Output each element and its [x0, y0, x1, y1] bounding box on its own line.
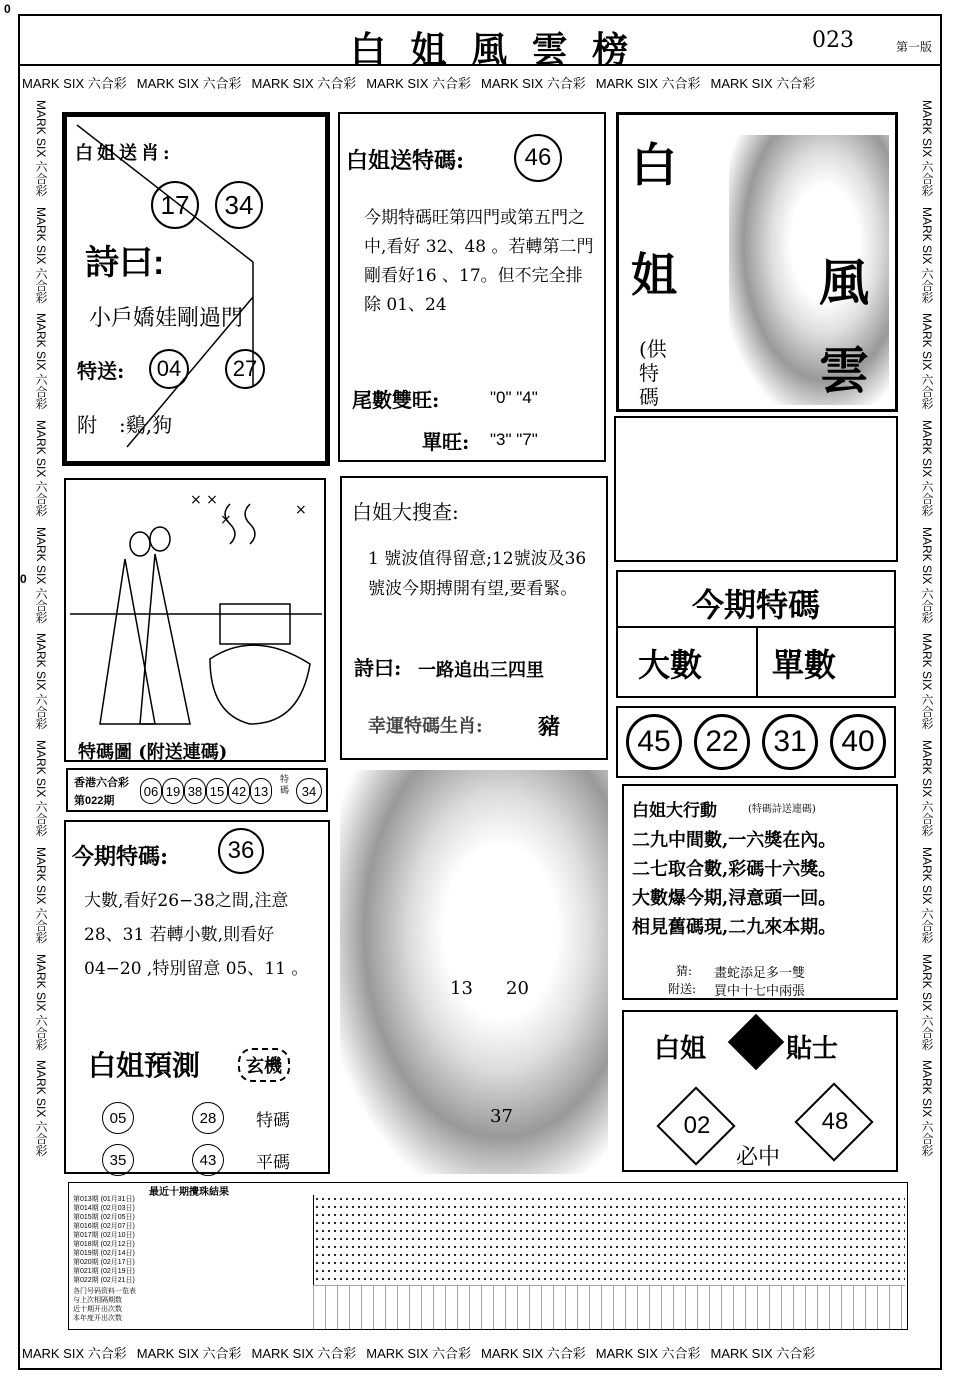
side-mark: 0 — [20, 572, 27, 586]
result-ball: 13 — [250, 778, 272, 804]
table-title: 最近十期攪珠結果 — [149, 1187, 229, 1198]
page-title: 白 姐 風 雲 榜 — [350, 29, 635, 71]
table-row: 第013期 (01月31日) — [73, 1196, 135, 1203]
tips-panel — [622, 1010, 898, 1172]
this-special-title: 今期特碼 — [691, 586, 820, 624]
table-footer — [73, 1287, 273, 1323]
this-special-panel — [616, 570, 896, 698]
single-values: "3" "7" — [490, 430, 538, 449]
gift-special-2: 27 — [225, 349, 265, 389]
this-special-vdivider — [756, 626, 758, 696]
table-footer-row: 近十期开出次数 — [73, 1306, 122, 1313]
predict-tag: 玄機 — [238, 1048, 290, 1082]
cover-char-4: 雲 — [819, 341, 869, 400]
blank-box — [614, 416, 898, 562]
cover-note: (供特碼 — [639, 337, 667, 409]
issue-number: 023 — [812, 28, 854, 53]
special-title: 白姐送特碼: — [346, 148, 465, 174]
results-table — [68, 1182, 908, 1330]
action-line-1: 二九中間數,一六獎在內。 — [632, 830, 837, 851]
action-title: 白姐大行動 — [632, 801, 717, 821]
corner-mark: 0 — [4, 2, 11, 16]
picture-caption: 特碼圖 (附送連碼) — [78, 742, 228, 763]
today-title: 今期特碼: — [72, 844, 169, 870]
left-border-strip: MARK SIX 六合彩MARK SIX 六合彩MARK SIX 六合彩MARK SIX 六合彩MARK SIX 六合彩MARK SIX 六合彩MARK SIX 六合彩MARK SIX 六合彩MARK SIX 六合彩MARK SIX 六合彩 — [34, 100, 48, 1157]
predict-label-2: 平碼 — [256, 1153, 290, 1173]
big-number-2: 22 — [694, 714, 750, 770]
cover-char-1: 白 — [631, 138, 677, 192]
table-dot-grid — [313, 1195, 905, 1285]
right-border-strip: MARK SIX 六合彩MARK SIX 六合彩MARK SIX 六合彩MARK SIX 六合彩MARK SIX 六合彩MARK SIX 六合彩MARK SIX 六合彩MARK SIX 六合彩MARK SIX 六合彩MARK SIX 六合彩 — [920, 100, 934, 1157]
result-ball: 15 — [206, 778, 228, 804]
search-poem: 一路追出三四里 — [418, 660, 544, 681]
action-line-3: 大數爆今期,浔意頭一回。 — [632, 888, 837, 909]
gift-number-1: 17 — [151, 181, 199, 229]
gift-panel-lines — [67, 117, 325, 461]
picture-illustration — [70, 484, 322, 734]
tail-label: 尾數雙旺: — [352, 388, 440, 412]
svg-text:×: × — [295, 502, 307, 518]
gift-title: 白姐送肖: — [75, 143, 174, 164]
table-row: 第017期 (02月10日) — [73, 1232, 135, 1239]
special-panel — [338, 112, 606, 462]
single-label: 單旺: — [422, 430, 470, 454]
tips-title: 白姐 — [654, 1034, 707, 1064]
today-number: 36 — [218, 828, 264, 874]
gift-poem-label: 詩曰: — [85, 244, 165, 282]
photo-number-2: 20 — [506, 978, 529, 999]
zodiac-value: 豬 — [538, 714, 561, 740]
cover-char-2: 姐 — [631, 248, 677, 302]
photo-number-3: 37 — [490, 1106, 513, 1127]
picture-panel — [64, 478, 326, 762]
gift-text: 買中十七中兩張 — [714, 984, 806, 999]
zodiac-label: 幸運特碼生肖: — [368, 716, 483, 737]
table-row: 第016期 (02月07日) — [73, 1223, 135, 1230]
action-subtitle: (特碼詩送連碼) — [748, 804, 816, 815]
cover-panel — [616, 112, 898, 412]
gift-attach-text: :鷄,狗 — [119, 413, 173, 437]
action-line-4: 相見舊碼現,二九來本期。 — [632, 917, 837, 938]
table-row: 第019期 (02月14日) — [73, 1250, 135, 1257]
table-row: 第018期 (02月12日) — [73, 1241, 135, 1248]
predict-b-2: 43 — [192, 1144, 224, 1176]
predict-a-1: 05 — [102, 1102, 134, 1134]
edition-label: 第一版 — [896, 40, 933, 54]
table-row: 第015期 (02月05日) — [73, 1214, 135, 1221]
predict-label-1: 特碼 — [256, 1111, 290, 1131]
search-title: 白姐大搜查: — [352, 500, 459, 524]
result-ball: 19 — [162, 778, 184, 804]
svg-text:×: × — [220, 512, 232, 528]
table-footer-row: 本年度开出次数 — [73, 1315, 122, 1322]
table-row: 第021期 (02月19日) — [73, 1268, 135, 1275]
result-ball: 42 — [228, 778, 250, 804]
predict-b-1: 28 — [192, 1102, 224, 1134]
svg-text:× ×: × × — [190, 492, 218, 508]
table-rows — [73, 1195, 193, 1285]
photo-panel — [340, 770, 608, 1174]
result-label-2: 第022期 — [74, 795, 115, 807]
gift-panel — [62, 112, 330, 466]
this-special-right: 單數 — [772, 646, 837, 684]
predict-title: 白姐預測 — [88, 1049, 201, 1082]
photo-number-1: 13 — [450, 978, 473, 999]
result-special-label: 特碼 — [280, 774, 290, 795]
search-panel — [340, 476, 608, 760]
tips-must: 必中 — [736, 1145, 781, 1170]
search-body: 1 號波值得留意;12號波及36 號波今期搏開有望,要看緊。 — [368, 549, 587, 599]
table-footer-row: 与上次相隔期数 — [73, 1297, 122, 1304]
gift-number-2: 34 — [215, 181, 263, 229]
bottom-border-strip: MARK SIX 六合彩 MARK SIX 六合彩 MARK SIX 六合彩 MARK SIX 六合彩 MARK SIX 六合彩 MARK SIX 六合彩 MARK SIX 六合彩 — [22, 1345, 816, 1361]
big-number-1: 45 — [626, 714, 682, 770]
header — [20, 16, 940, 71]
big-number-4: 40 — [830, 714, 886, 770]
guess-label: 猜: — [676, 964, 693, 978]
today-panel — [64, 820, 330, 1174]
table-footer-grid — [313, 1285, 905, 1329]
table-row: 第014期 (02月03日) — [73, 1205, 135, 1212]
table-row: 第022期 (02月21日) — [73, 1277, 135, 1284]
tail-values: "0" "4" — [490, 388, 538, 407]
tips-star-icon — [728, 1014, 785, 1071]
action-line-2: 二七取合數,彩碼十六獎。 — [632, 859, 837, 880]
this-special-left: 大數 — [638, 646, 703, 684]
predict-a-2: 35 — [102, 1144, 134, 1176]
cover-char-3: 風 — [819, 253, 869, 312]
result-row — [66, 768, 328, 812]
special-number: 46 — [514, 134, 562, 182]
today-body: 大數,看好26−38之間,注意 28、31 若轉小數,則看好04−20 ,特別留意 05、11 。 — [84, 891, 309, 979]
gift-poem: 小戶嬌娃剛過門 — [89, 306, 244, 331]
table-row: 第020期 (02月17日) — [73, 1259, 135, 1266]
gift-attach-label: 附 — [77, 413, 97, 437]
top-border-strip: MARK SIX 六合彩 MARK SIX 六合彩 MARK SIX 六合彩 MARK SIX 六合彩 MARK SIX 六合彩 MARK SIX 六合彩 MARK SIX 六合彩 — [22, 75, 816, 91]
result-ball: 06 — [140, 778, 162, 804]
big-numbers-panel — [616, 706, 896, 778]
action-lines — [632, 826, 894, 942]
result-label-1: 香港六合彩 — [74, 777, 129, 789]
gift-special-label: 特送: — [77, 359, 125, 383]
result-numbers — [140, 778, 272, 804]
result-ball: 38 — [184, 778, 206, 804]
guess-text: 畫蛇添足多一雙 — [714, 966, 806, 981]
search-poem-label: 詩曰: — [354, 656, 402, 680]
tips-number-2: 48 — [821, 1108, 849, 1135]
gift-label: 附送: — [668, 982, 697, 996]
action-panel — [622, 784, 898, 1000]
gift-special-1: 04 — [149, 349, 189, 389]
big-number-3: 31 — [762, 714, 818, 770]
result-special: 34 — [296, 778, 322, 804]
special-body: 今期特碼旺第四門或第五門之中,看好 32、48 。若轉第二門剛看好16 、17。但不完全排除 01、24 — [364, 208, 594, 315]
tips-title-2: 貼士 — [786, 1034, 839, 1064]
tips-number-1: 02 — [683, 1112, 711, 1139]
table-footer-row: 各门号码资料一览表 — [73, 1288, 136, 1295]
